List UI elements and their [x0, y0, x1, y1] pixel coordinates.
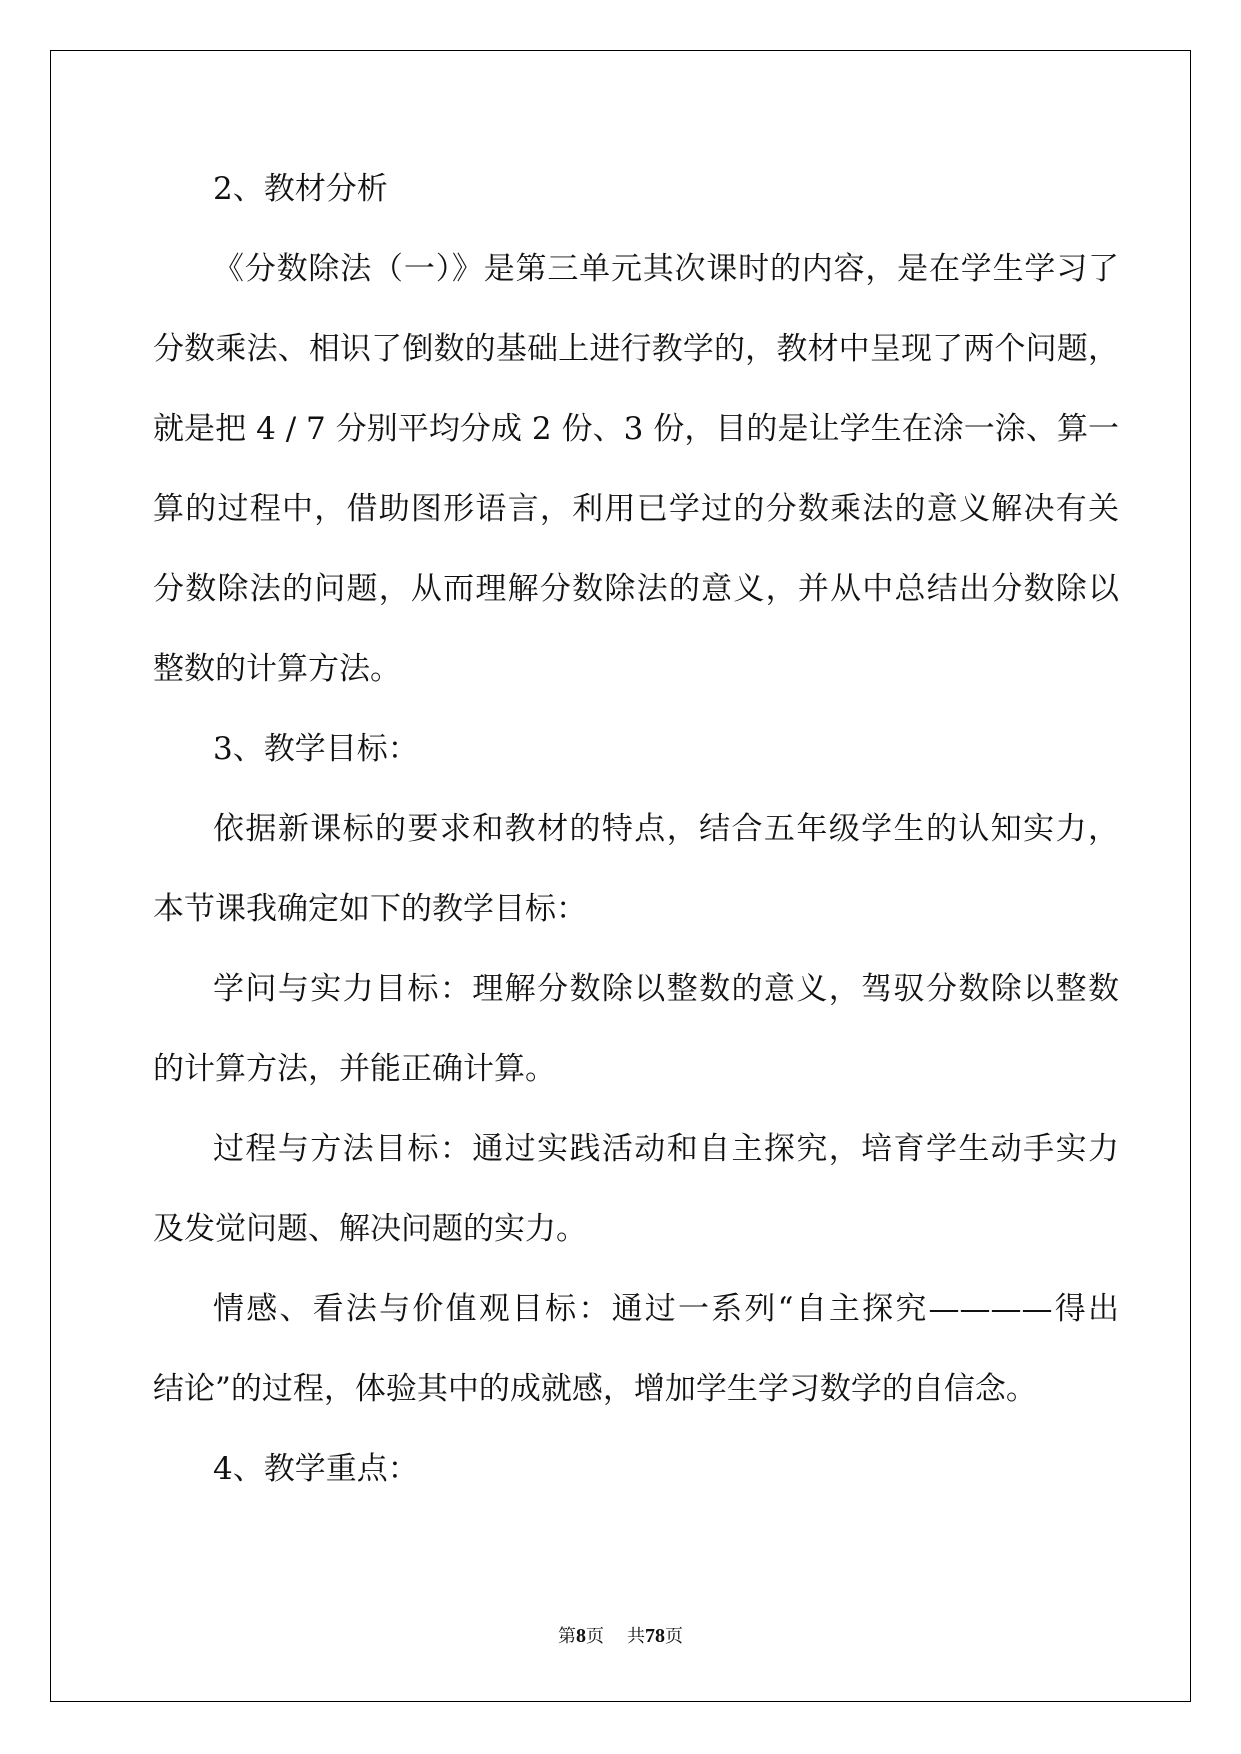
- footer-total-prefix: 共: [626, 1626, 645, 1647]
- paragraph-line: 本节课我确定如下的教学目标：: [153, 891, 587, 927]
- paragraph-line: 结论”的过程，体验其中的成就感，增加学生学习数学的自信念。: [153, 1371, 1037, 1407]
- paragraph-line: 整数的计算方法。: [153, 651, 401, 687]
- page-footer: [0, 1622, 1241, 1648]
- paragraph-line: 依据新课标的要求和教材的特点，结合五年级学生的认知实力，: [213, 811, 1119, 847]
- paragraph-line: 及发觉问题、解决问题的实力。: [153, 1211, 587, 1247]
- footer-total-pages: 78: [644, 1625, 665, 1647]
- paragraph-line: 情感、看法与价值观目标：通过一系列“自主探究————得出: [213, 1291, 1119, 1327]
- heading-teaching-focus: 4、教学重点：: [213, 1451, 419, 1487]
- footer-page-prefix: 第: [558, 1626, 577, 1647]
- paragraph-line: 就是把 4 / 7 分别平均分成 2 份、3 份，目的是让学生在涂一涂、算一: [153, 411, 1119, 447]
- paragraph-line: 过程与方法目标：通过实践活动和自主探究，培育学生动手实力: [213, 1131, 1119, 1167]
- footer-total-suffix: 页: [664, 1626, 683, 1647]
- paragraph-line: 分数除法的问题，从而理解分数除法的意义，并从中总结出分数除以: [153, 571, 1119, 607]
- footer-page-suffix: 页: [586, 1626, 605, 1647]
- paragraph-line: 算的过程中，借助图形语言，利用已学过的分数乘法的意义解决有关: [153, 491, 1119, 527]
- footer-page-number: 8: [576, 1625, 587, 1647]
- heading-teaching-objectives: 3、教学目标：: [213, 731, 419, 767]
- paragraph-line: 《分数除法（一）》是第三单元其次课时的内容，是在学生学习了: [213, 251, 1119, 287]
- paragraph-line: 学问与实力目标：理解分数除以整数的意义，驾驭分数除以整数: [213, 971, 1119, 1007]
- paragraph-line: 分数乘法、相识了倒数的基础上进行教学的，教材中呈现了两个问题，: [153, 331, 1119, 367]
- heading-textbook-analysis: 2、教材分析: [213, 171, 388, 207]
- paragraph-line: 的计算方法，并能正确计算。: [153, 1051, 556, 1087]
